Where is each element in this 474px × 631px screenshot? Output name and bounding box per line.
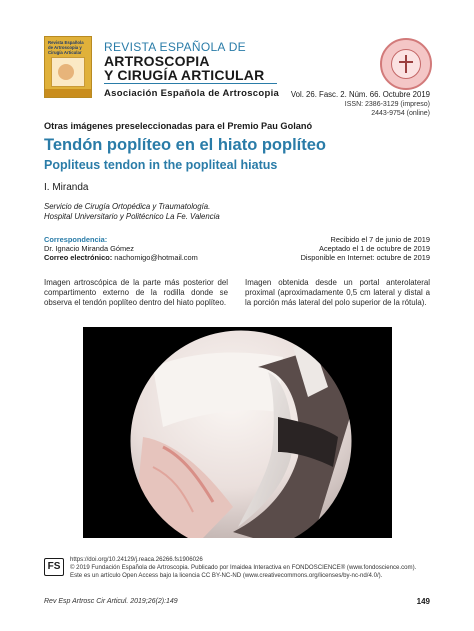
association-name: Asociación Española de Artroscopia	[104, 88, 280, 99]
article-title-spanish: Tendón poplíteo en el hiato poplíteo	[44, 136, 327, 154]
doi-link[interactable]: https://doi.org/10.24129/j.reaca.26266.fs1906026	[70, 556, 203, 563]
affiliation-line1: Servicio de Cirugía Ortopédica y Traumatología.	[44, 202, 211, 211]
journal-name-line2: Y CIRUGÍA ARTICULAR	[104, 67, 265, 83]
association-seal-logo	[380, 38, 432, 90]
date-online: Disponible en Internet: octubre de 2019	[300, 253, 430, 262]
citation: Rev Esp Artrosc Cir Articul. 2019;26(2):149	[44, 598, 178, 605]
email-link[interactable]: nachomigo@hotmail.com	[114, 253, 198, 262]
body-text-right: Imagen obtenida desde un portal anterolateral proximal (aproximadamente 0,5 cm lateral y distal a la porción más lateral del polo superior de la rótula).	[245, 278, 430, 308]
arthroscopic-image	[83, 327, 392, 538]
article-title-english: Popliteus tendon in the popliteal hiatus	[44, 158, 278, 172]
issn-print: ISSN: 2386-3129 (impreso)	[344, 101, 430, 108]
cover-image	[51, 57, 85, 87]
date-received: Recibido el 7 de junio de 2019	[330, 235, 430, 244]
date-accepted: Aceptado el 1 de octubre de 2019	[319, 244, 430, 253]
fondoscience-logo: FS	[44, 558, 64, 576]
correspondence-name: Dr. Ignacio Miranda Gómez	[44, 244, 134, 253]
seal-emblem-icon	[391, 49, 421, 79]
arthroscopic-image-drawing	[83, 327, 392, 538]
volume-info: Vol. 26. Fasc. 2. Núm. 66. Octubre 2019	[290, 90, 430, 99]
cover-title: Revista Española de Artroscopia y Cirugía Articular	[48, 40, 84, 55]
affiliation-line2: Hospital Universitario y Politécnico La Fe. Valencia	[44, 212, 220, 221]
copyright-notice: © 2019 Fundación Española de Artroscopia. Publicado por Imaidea Interactiva en FONDOSCIENCE® (www.fondoscience.com).	[70, 564, 417, 571]
issn-online: 2443-9754 (online)	[371, 110, 430, 117]
cover-band	[45, 89, 91, 97]
license-notice: Este es un artículo Open Access bajo la licencia CC BY-NC-ND (www.creativecommons.org/licenses/by-nc-nd/4.0/).	[70, 572, 383, 579]
section-heading: Otras imágenes preseleccionadas para el Premio Pau Golanó	[44, 121, 313, 131]
article-dates	[301, 235, 430, 262]
journal-name-line1: ARTROSCOPIA	[104, 53, 210, 69]
author: I. Miranda	[44, 182, 89, 193]
journal-name-prefix: REVISTA ESPAÑOLA DE	[104, 40, 246, 54]
journal-cover-thumbnail	[44, 36, 92, 98]
correspondence-heading: Correspondencia:	[44, 235, 108, 244]
header-divider	[104, 83, 277, 84]
body-text-left: Imagen artroscópica de la parte más posterior del compartimento externo de la rodilla donde se observa el tendón poplíteo dentro del hiato poplíteo.	[44, 278, 228, 308]
correspondence-email-line	[44, 253, 198, 262]
page-number: 149	[416, 597, 430, 606]
email-label: Correo electrónico:	[44, 253, 113, 262]
